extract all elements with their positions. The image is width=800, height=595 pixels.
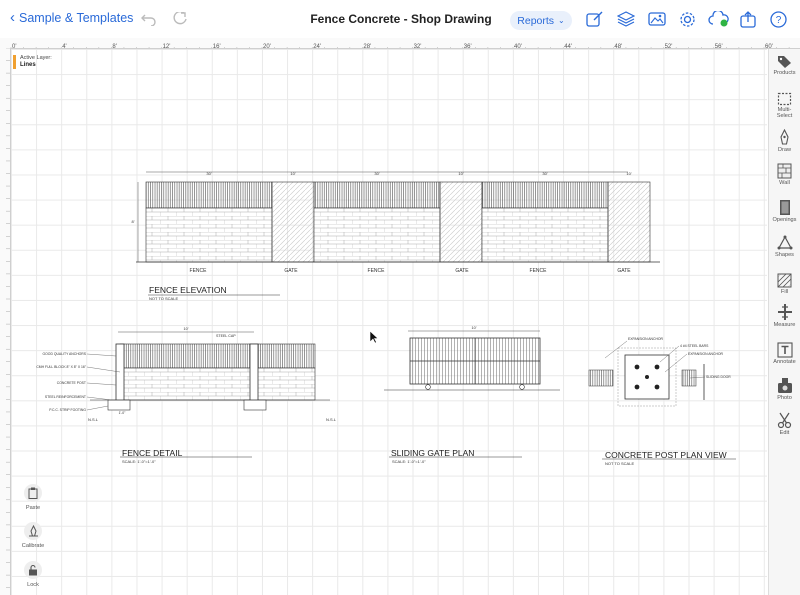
detail-dim: 10' [183,327,189,331]
shapes-icon [777,235,793,251]
post-callout: 4 #4 STEEL BARS [680,344,709,348]
detail-top-label: STEEL CAP [216,334,236,338]
post-plan-title: CONCRETE POST PLAN VIEW [605,450,727,460]
measure-icon [777,303,793,321]
ruler-label: 48' [614,44,623,49]
page-title[interactable]: Fence Concrete - Shop Drawing [310,12,492,26]
nsl-right: N.S.L [326,417,337,422]
tool-draw[interactable] [769,129,800,153]
ruler-label: 44' [564,44,573,49]
calibrate-label: Calibrate [21,543,45,549]
wall-icon [777,163,792,179]
ruler-label: 32' [413,44,422,49]
dim-label: 30' [542,171,548,176]
ruler-label: 24' [313,44,322,49]
right-tool-panel [768,49,800,595]
ruler-label: 40' [514,44,522,49]
chevron-left-icon: ‹ [10,9,15,26]
fence-detail-scale: SCALE: 1'-0"=1'-0" [122,459,156,464]
height-dim: 8' [131,219,135,224]
scissors-icon [777,412,792,429]
dim-label: 10' [290,171,296,176]
post-callout: EXPANSION ANCHOR [688,352,723,356]
calibrate-icon [28,525,39,537]
tool-label: Openings [772,217,797,223]
fence-elevation[interactable] [132,171,661,301]
photo-icon [777,377,793,394]
ruler-label: 28' [363,44,372,49]
ruler-label: 56' [714,44,723,49]
help-icon[interactable] [770,11,787,33]
callout: P.C.C. STRIP FOOTING [49,408,86,412]
door-icon [777,199,792,216]
ruler-label: 12' [162,44,171,49]
ruler-label: 20' [263,44,271,49]
section-label: GATE [617,268,631,274]
post-callout: EXPANSION ANCHOR [628,337,663,341]
dim-label: 10' [458,171,464,176]
paste-label: Paste [25,505,41,511]
text-icon [777,342,793,358]
fence-detail[interactable] [36,327,336,464]
reports-label: Reports [517,14,555,27]
tool-label: Annotate [773,359,796,365]
back-button-label: Sample & Templates [19,11,134,25]
svg-text:?: ? [775,15,782,26]
dim-label: 30' [374,171,380,176]
paste-button[interactable] [18,484,48,511]
fill-icon [777,273,792,288]
ruler-label: 16' [212,44,221,49]
chevron-down-icon: ⌄ [558,16,565,25]
callout: CONCRETE POST [56,381,86,385]
ruler-label: 8' [112,44,117,49]
dim-label: 30' [206,171,212,176]
tool-edit[interactable] [769,412,800,436]
tool-shapes[interactable] [769,235,800,258]
tool-products[interactable] [769,55,800,76]
ruler-label: 4' [62,44,67,49]
dim-label: 10' [626,171,632,176]
section-label: FENCE [367,268,385,274]
sliding-gate-title: SLIDING GATE PLAN [391,448,475,458]
tag-icon [777,55,792,69]
active-layer-caption: Active Layer: [20,55,52,61]
tool-label: Draw [777,147,792,153]
fence-elevation-scale: NOT TO SCALE [149,296,179,301]
lock-icon [28,564,38,576]
tool-label: Multi- Select [776,107,793,119]
tool-photo[interactable] [769,377,800,401]
concrete-post-plan[interactable] [589,337,736,466]
sliding-gate-plan[interactable] [384,326,560,464]
tool-label: Shapes [775,252,794,258]
tool-label: Edit [779,430,790,436]
callout: CMH FULL BLOCK 8" X 8" X 16" [36,365,86,369]
clipboard-icon [28,487,38,499]
tool-multi-select[interactable] [769,92,800,119]
tool-annotate[interactable] [769,342,800,365]
tool-label: Measure [773,322,796,328]
ruler-label: 52' [664,44,673,49]
tool-openings[interactable] [769,199,800,223]
gate-dim: 10' [471,326,477,330]
section-label: FENCE [189,268,207,274]
fence-detail-title: FENCE DETAIL [122,448,183,458]
ruler-label: 60' [765,44,773,49]
post-plan-scale: NOT TO SCALE [605,461,635,466]
calibrate-button[interactable] [18,522,48,549]
ruler-label: 0' [12,44,17,49]
lock-label: Lock [27,582,39,588]
section-label: FENCE [529,268,547,274]
nsl-left: N.S.L [88,417,99,422]
section-label: GATE [455,268,469,274]
active-layer-name: Lines [20,62,36,68]
callout: GOOD QUALITY ANCHORS [42,352,86,356]
tool-measure[interactable] [769,303,800,328]
pen-icon [777,129,792,146]
callout: STEEL REINFORCEMENT [44,395,86,399]
bottom-dim: 1'-0" [118,411,126,415]
tool-fill[interactable] [769,273,800,295]
post-callout: SLIDING DOOR [706,375,731,379]
fence-elevation-title: FENCE ELEVATION [149,285,227,295]
sliding-gate-scale: SCALE: 1'-0"=1'-0" [392,459,426,464]
ruler-label: 36' [463,44,472,49]
tool-label: Photo [777,395,792,401]
lock-button[interactable] [18,561,48,588]
pointer-cursor-icon [369,330,379,349]
tool-wall[interactable] [769,163,800,186]
tool-label: Products [773,70,796,76]
tool-label: Fill [780,289,789,295]
section-label: GATE [284,268,298,274]
tool-label: Wall [779,180,790,186]
multi-select-icon [777,92,792,106]
